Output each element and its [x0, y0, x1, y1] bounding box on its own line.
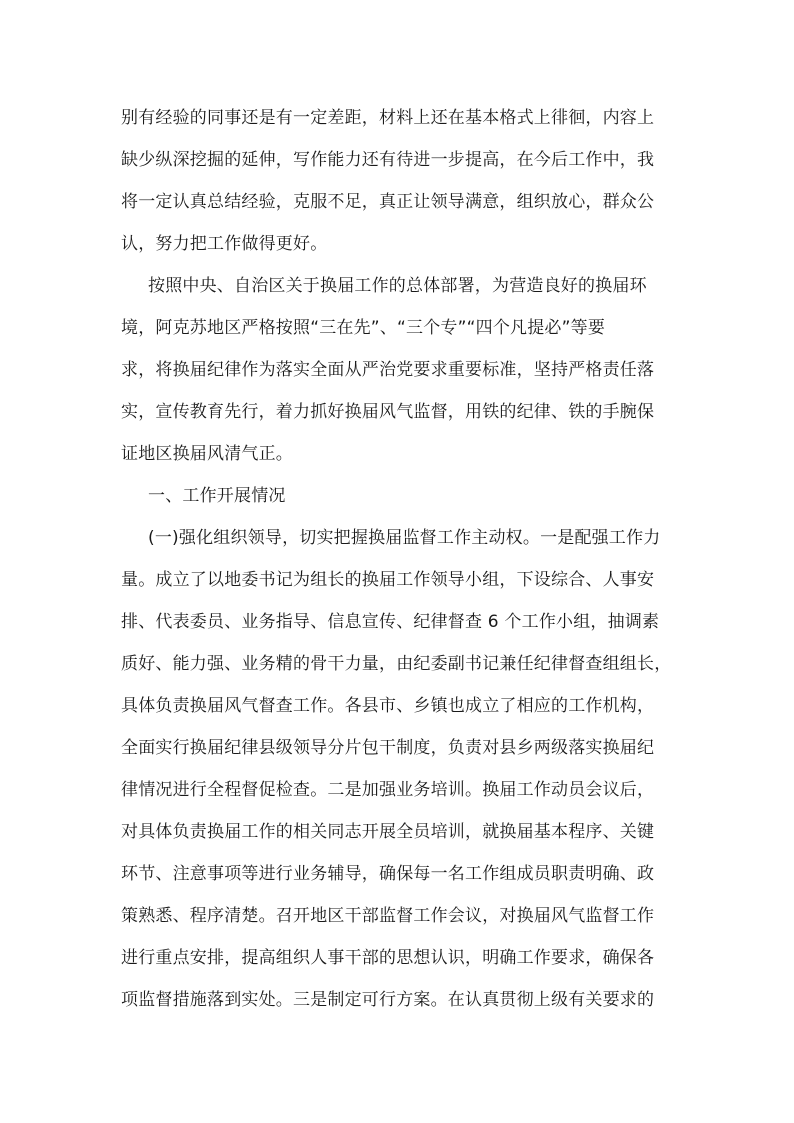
text-line: 认，努力把工作做得更好。	[121, 234, 328, 254]
text-line: 对具体负责换届工作的相关同志开展全员培训，就换届基本程序、关键	[121, 822, 655, 842]
section-heading: 一、工作开展情况	[148, 486, 286, 506]
text-line: 求，将换届纪律作为落实全面从严治党要求重要标准，坚持严格责任落	[121, 360, 655, 380]
paragraph-start-line: (一)强化组织领导，切实把握换届监督工作主动权。一是配强工作力	[148, 528, 661, 548]
text-line: 实，宣传教育先行，着力抓好换届风气监督，用铁的纪律、铁的手腕保	[121, 402, 655, 422]
text-line: 环节、注意事项等进行业务辅导，确保每一名工作组成员职责明确、政	[121, 864, 655, 884]
text-line: 全面实行换届纪律县级领导分片包干制度，负责对县乡两级落实换届纪	[121, 738, 655, 758]
text-line: 具体负责换届风气督查工作。各县市、乡镇也成立了相应的工作机构，	[121, 696, 655, 716]
text-line: 律情况进行全程督促检查。二是加强业务培训。换届工作动员会议后，	[121, 780, 655, 800]
text-line: 证地区换届风清气正。	[121, 444, 293, 464]
text-line: 项监督措施落到实处。三是制定可行方案。在认真贯彻上级有关要求的	[121, 990, 655, 1010]
text-line: 量。成立了以地委书记为组长的换届工作领导小组，下设综合、人事安	[121, 570, 655, 590]
text-line: 进行重点安排，提高组织人事干部的思想认识，明确工作要求，确保各	[121, 948, 655, 968]
text-line: 质好、能力强、业务精的骨干力量，由纪委副书记兼任纪律督查组组长，	[121, 654, 672, 674]
text-line: 别有经验的同事还是有一定差距，材料上还在基本格式上徘徊，内容上	[121, 108, 655, 128]
text-line: 策熟悉、程序清楚。召开地区干部监督工作会议，对换届风气监督工作	[121, 906, 655, 926]
text-line: 排、代表委员、业务指导、信息宣传、纪律督查 6 个工作小组，抽调素	[121, 612, 660, 632]
text-line: 境，阿克苏地区严格按照“三在先”、“三个专”“四个凡提必”等要	[121, 318, 606, 338]
paragraph-start-line: 按照中央、自治区关于换届工作的总体部署，为营造良好的换届环	[148, 276, 647, 296]
text-line: 缺少纵深挖掘的延伸，写作能力还有待进一步提高，在今后工作中，我	[121, 150, 655, 170]
text-line: 将一定认真总结经验，克服不足，真正让领导满意，组织放心，群众公	[121, 192, 655, 212]
